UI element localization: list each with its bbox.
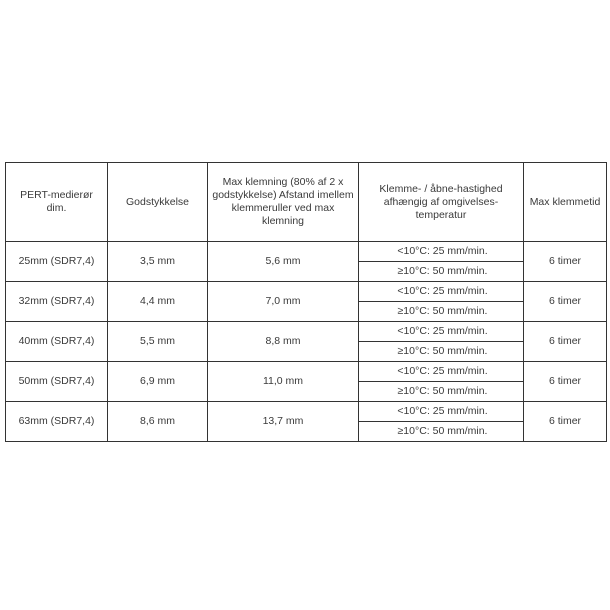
header-row: [6, 163, 607, 242]
max-clamp-time-cell: 6 timer: [524, 402, 607, 442]
speed-high-temp-cell: ≥10°C: 50 mm/min.: [359, 302, 524, 322]
max-clamp-time-cell: 6 timer: [524, 242, 607, 282]
speed-high-temp-cell: ≥10°C: 50 mm/min.: [359, 422, 524, 442]
header-max-clamp-time: Max klemmetid: [524, 163, 607, 242]
speed-low-temp-cell: <10°C: 25 mm/min.: [359, 322, 524, 342]
max-clamping-cell: 5,6 mm: [208, 242, 359, 282]
pipe-dimension-cell: 40mm (SDR7,4): [6, 322, 108, 362]
max-clamping-cell: 11,0 mm: [208, 362, 359, 402]
pipe-dimension-cell: 50mm (SDR7,4): [6, 362, 108, 402]
max-clamp-time-cell: 6 timer: [524, 322, 607, 362]
table-body: [6, 242, 607, 442]
table-row: [6, 322, 607, 342]
pipe-dimension-cell: 63mm (SDR7,4): [6, 402, 108, 442]
wall-thickness-cell: 3,5 mm: [108, 242, 208, 282]
speed-low-temp-cell: <10°C: 25 mm/min.: [359, 362, 524, 382]
table-row: [6, 242, 607, 262]
max-clamping-cell: 8,8 mm: [208, 322, 359, 362]
pipe-dimension-cell: 32mm (SDR7,4): [6, 282, 108, 322]
wall-thickness-cell: 5,5 mm: [108, 322, 208, 362]
header-clamp-speed: Klemme- / åbne-hastighed afhængig af omgivelses-temperatur: [359, 163, 524, 242]
speed-high-temp-cell: ≥10°C: 50 mm/min.: [359, 342, 524, 362]
max-clamping-cell: 13,7 mm: [208, 402, 359, 442]
speed-low-temp-cell: <10°C: 25 mm/min.: [359, 402, 524, 422]
speed-low-temp-cell: <10°C: 25 mm/min.: [359, 242, 524, 262]
max-clamp-time-cell: 6 timer: [524, 362, 607, 402]
speed-low-temp-cell: <10°C: 25 mm/min.: [359, 282, 524, 302]
wall-thickness-cell: 4,4 mm: [108, 282, 208, 322]
table-row: [6, 402, 607, 422]
pipe-clamping-spec-table: [5, 162, 607, 442]
max-clamping-cell: 7,0 mm: [208, 282, 359, 322]
header-pipe-dimension: PERT-medierør dim.: [6, 163, 108, 242]
max-clamp-time-cell: 6 timer: [524, 282, 607, 322]
table-header: [6, 163, 607, 242]
wall-thickness-cell: 6,9 mm: [108, 362, 208, 402]
speed-high-temp-cell: ≥10°C: 50 mm/min.: [359, 262, 524, 282]
table-row: [6, 282, 607, 302]
header-max-clamping: Max klemning (80% af 2 x godstykkelse) Afstand imellem klemmeruller ved max klemning: [208, 163, 359, 242]
header-wall-thickness: Godstykkelse: [108, 163, 208, 242]
pipe-dimension-cell: 25mm (SDR7,4): [6, 242, 108, 282]
speed-high-temp-cell: ≥10°C: 50 mm/min.: [359, 382, 524, 402]
table-row: [6, 362, 607, 382]
wall-thickness-cell: 8,6 mm: [108, 402, 208, 442]
